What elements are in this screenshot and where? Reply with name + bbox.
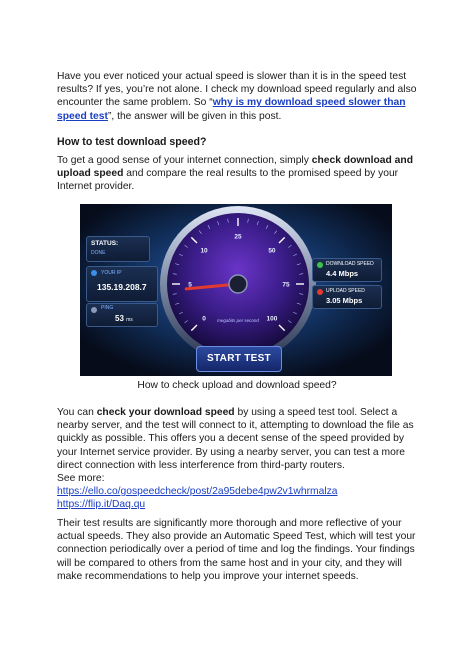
see-more-label: See more: [57, 473, 105, 485]
figure-caption: How to check upload and download speed? [137, 380, 337, 391]
gauge-hub [229, 275, 247, 293]
intro-link[interactable]: why is my download speed slower than speed test [57, 97, 406, 122]
upload-arrow-icon [317, 289, 323, 295]
gauge-tick-label: 5 [188, 281, 192, 289]
ip-panel [86, 266, 158, 302]
ping-label: PING [101, 305, 114, 311]
ip-icon [91, 270, 97, 276]
ello-link[interactable]: https://ello.co/gospeedcheck/post/2a95debe4pw2v1whrmalza [57, 486, 338, 498]
intro-text-end: ”, the answer will be given in this post. [107, 110, 282, 122]
gauge-tick-label: 25 [234, 233, 242, 241]
download-arrow-icon [317, 262, 323, 268]
download-value: 4.4 Mbps [326, 269, 359, 278]
paragraph-speed-test [57, 406, 417, 512]
speedtest-image [80, 204, 392, 376]
gauge-tick-label: 0 [202, 315, 206, 323]
para3-text-end: by using a speed test tool. Select a nearby server, and the test will connect to it, attempting to download the file as quickly as possible. This offers you a decent sense of the speed provided by your Internet service provider. By using a nearby server, you can test a more direct connection with less interference from third-party routers. [57, 407, 414, 471]
ping-unit: ms [126, 317, 133, 323]
para3-text: You can [57, 407, 97, 418]
para3-bold: check your download speed [96, 407, 235, 418]
status-label: STATUS: [91, 240, 119, 247]
intro-text: Have you ever noticed your actual speed is slower than it is in the speed test results? If yes, you’re not alone. I check my download speed regularly and also encounter the same problem. So “ [57, 71, 417, 109]
ping-value: 53 [115, 314, 124, 323]
upload-panel [312, 285, 382, 309]
ping-panel [86, 303, 158, 327]
upload-label: UPLOAD SPEED [326, 288, 365, 294]
upload-value: 3.05 Mbps [326, 296, 363, 305]
paragraph-results: Their test results are significantly more thorough and more reflective of your actual speeds. They also provide an Automatic Speed Test, which will test your connection periodically over a period of time and log the findings. Your findings will be compared to others from the same host and in your city, and they will make recommendations to help you improve your internet speeds. [57, 518, 416, 582]
gauge-tick-label: 10 [200, 247, 208, 255]
ip-value: 135.19.208.7 [97, 282, 147, 292]
start-test-button[interactable]: START TEST [196, 346, 282, 372]
ip-label: YOUR IP [101, 270, 122, 276]
para2-bold: check download and upload speed [57, 155, 413, 180]
gauge-unit: megabits per second [217, 318, 259, 323]
flip-link[interactable]: https://flip.it/Daq.qu [57, 499, 146, 511]
download-panel [312, 258, 382, 282]
para2-text: To get a good sense of your internet connection, simply [57, 155, 312, 166]
gauge-tick-label: 100 [266, 315, 278, 323]
download-label: DOWNLOAD SPEED [326, 261, 374, 267]
paragraph-test-intro [57, 154, 417, 194]
para2-text-end: and compare the real results to the promised speed by your Internet provider. [57, 168, 399, 193]
ping-value-wrap [115, 314, 133, 323]
intro-paragraph [57, 70, 417, 123]
section-heading: How to test download speed? [57, 136, 207, 148]
status-value: DONE [91, 250, 106, 256]
ping-icon [91, 307, 97, 313]
gauge-tick-label: 50 [268, 247, 276, 255]
status-panel [86, 236, 150, 262]
gauge-tick-label: 75 [282, 281, 290, 289]
